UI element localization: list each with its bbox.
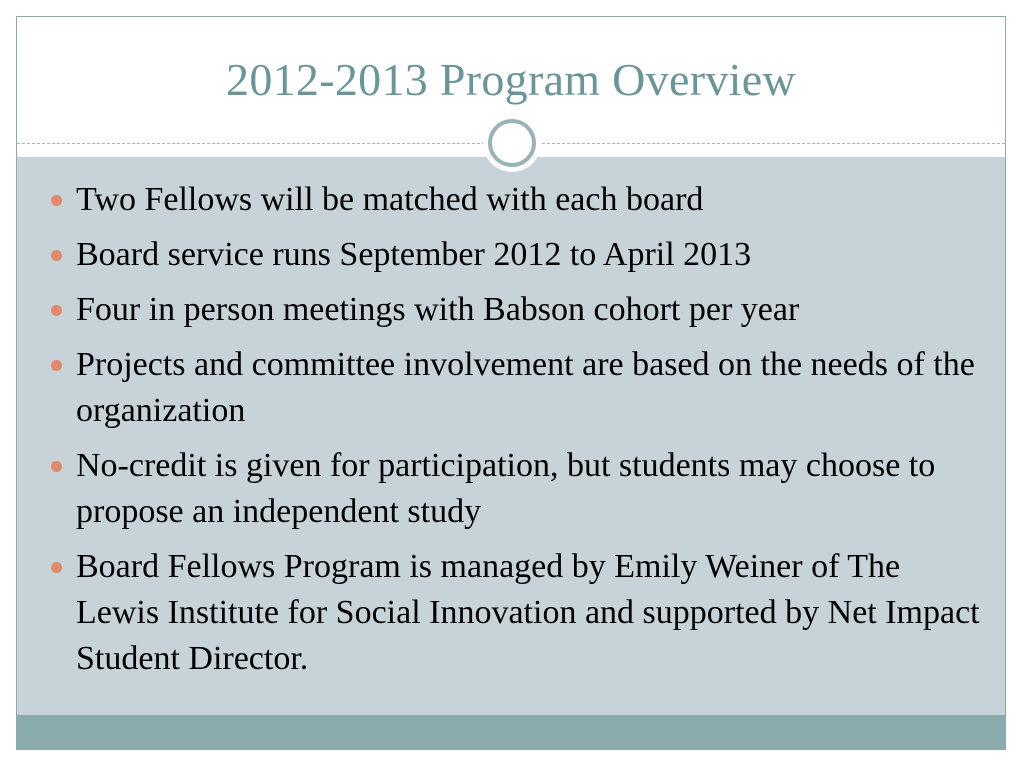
footer-bar — [17, 715, 1005, 749]
bullet-text: Two Fellows will be matched with each board — [76, 181, 704, 218]
ring-icon — [488, 119, 536, 167]
bullet-text: Board Fellows Program is managed by Emily Weiner of The Lewis Institute for Social Innovation and supported by Net Impact Student Director. — [76, 548, 980, 677]
slide — [16, 16, 1006, 750]
bullet-dot-icon — [51, 195, 62, 206]
bullet-item — [51, 287, 981, 333]
circle-ornament-icon — [483, 114, 541, 172]
bullet-dot-icon — [51, 250, 62, 261]
bullet-item — [51, 443, 981, 535]
bullet-dot-icon — [51, 562, 62, 573]
bullet-dot-icon — [51, 305, 62, 316]
bullet-text: Board service runs September 2012 to April 2013 — [76, 236, 752, 273]
slide-title: 2012-2013 Program Overview — [226, 54, 796, 105]
bullet-item — [51, 177, 981, 223]
bullet-list — [51, 177, 981, 691]
bullet-text: Projects and committee involvement are based on the needs of the organization — [76, 346, 975, 429]
bullet-item — [51, 544, 981, 682]
bullet-text: Four in person meetings with Babson cohort per year — [76, 291, 800, 328]
bullet-item — [51, 342, 981, 434]
bullet-dot-icon — [51, 461, 62, 472]
bullet-dot-icon — [51, 360, 62, 371]
bullet-item — [51, 232, 981, 278]
bullet-text: No-credit is given for participation, but students may choose to propose an independent study — [76, 447, 936, 530]
